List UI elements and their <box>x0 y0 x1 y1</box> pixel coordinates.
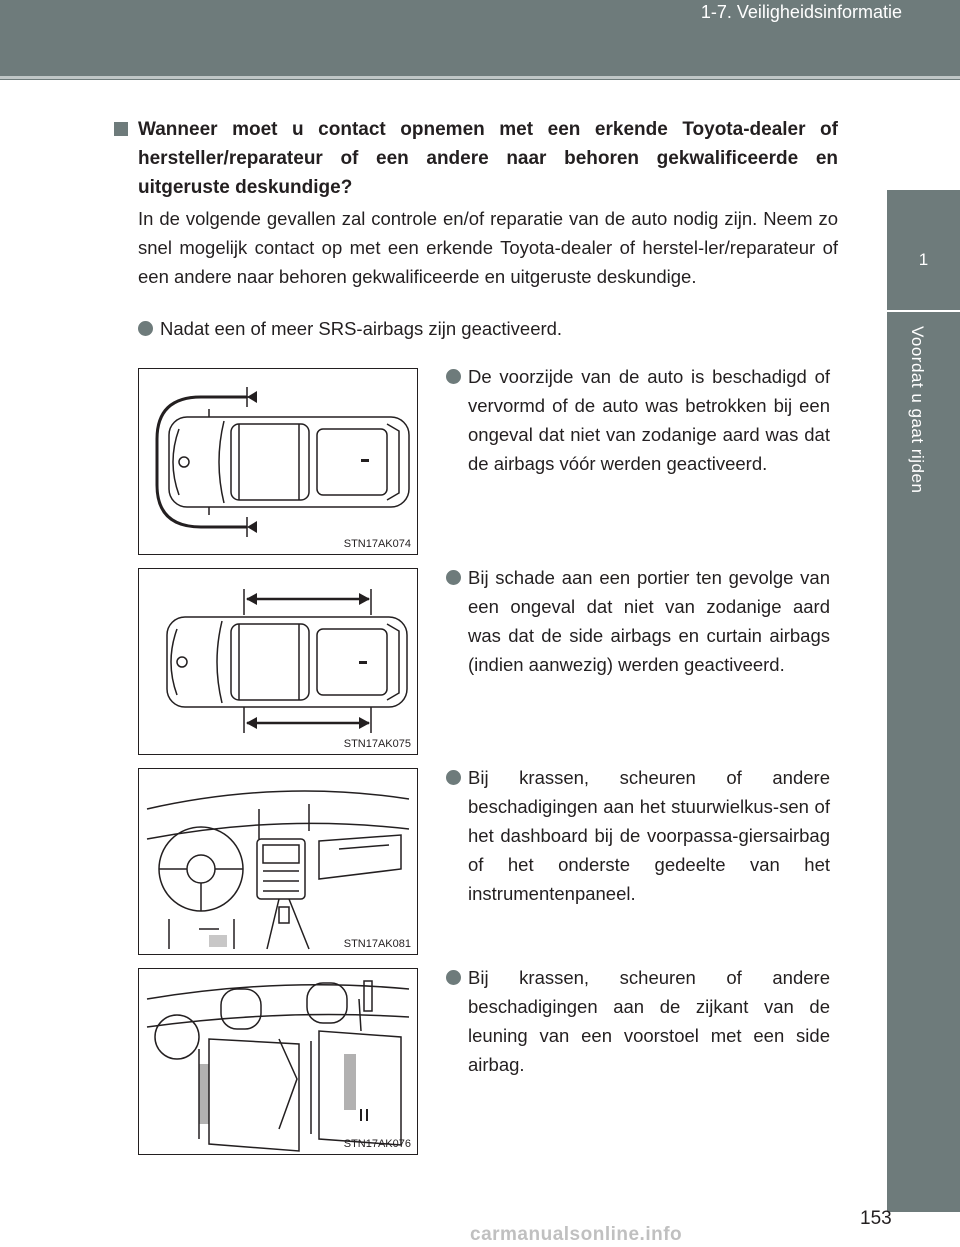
intro-paragraph: In de volgende gevallen zal controle en/of reparatie van de auto nodig zijn. Neem zo snel mogelijk contact op met een erkende Toyota-dealer of herstel-ler/reparateur of een andere naar behoren gekwalificeerde en uitgeruste deskundige. <box>138 208 838 287</box>
circle-bullet-icon <box>446 770 461 785</box>
figure-dashboard <box>138 768 418 955</box>
figure-code: STN17AK076 <box>343 1138 411 1150</box>
circle-bullet-icon <box>446 970 461 985</box>
bullet-door-damage: Bij schade aan een portier ten gevolge van een ongeval dat niet van zodanige aard was dat de side airbags en curtain airbags (indien aanwezig) werden geactiveerd. <box>446 563 830 679</box>
chapter-title-tab[interactable] <box>887 312 960 1212</box>
heading-text: Wanneer moet u contact opnemen met een erkende Toyota-dealer of hersteller/reparateur of een andere naar behoren gekwalificeerde en uitgeruste deskundige? <box>138 119 838 198</box>
chapter-number: 1 <box>918 250 929 269</box>
car-top-view-side-illustration <box>139 569 417 754</box>
square-bullet-icon <box>114 122 128 136</box>
header-divider <box>0 76 960 79</box>
figure-code: STN17AK081 <box>343 938 411 950</box>
circle-bullet-icon <box>138 321 153 336</box>
dashboard-interior-illustration <box>139 769 417 954</box>
bullet-steering-dashboard: Bij krassen, scheuren of andere beschadigingen aan het stuurwielkus-sen of het dashboard bij de voorpassa-giersairbag of het onderste gedeelte van het instrumentenpaneel. <box>446 763 830 908</box>
figure-code: STN17AK074 <box>343 538 411 550</box>
figure-code: STN17AK075 <box>343 738 411 750</box>
circle-bullet-icon <box>446 570 461 585</box>
chapter-title: Voordat u gaat rijden <box>908 326 927 494</box>
car-top-view-front-illustration <box>139 369 417 554</box>
figure-seats <box>138 968 418 1155</box>
bullet-front-damage: De voorzijde van de auto is beschadigd of vervormd of de auto was betrokken bij een ongeval dat niet van zodanige aard was dat de airbags vóór werden geactiveerd. <box>446 362 830 478</box>
figure-door-damage <box>138 568 418 755</box>
page-number: 153 <box>860 1208 892 1229</box>
bullet-seat-side: Bij krassen, scheuren of andere beschadigingen aan de zijkant van de leuning van een voorstoel met een side airbag. <box>446 963 830 1079</box>
header-bar <box>0 0 960 80</box>
bullet-airbags-activated: Nadat een of meer SRS-airbags zijn geactiveerd. <box>138 314 838 343</box>
front-seats-illustration <box>139 969 417 1154</box>
circle-bullet-icon <box>446 369 461 384</box>
figure-front-damage <box>138 368 418 555</box>
watermark: carmanualsonline.info <box>470 1224 683 1245</box>
section-heading <box>114 115 838 202</box>
section-title: 1-7. Veiligheidsinformatie <box>700 2 902 22</box>
chapter-tab[interactable] <box>887 190 960 310</box>
sidebar-spacer <box>887 80 960 188</box>
